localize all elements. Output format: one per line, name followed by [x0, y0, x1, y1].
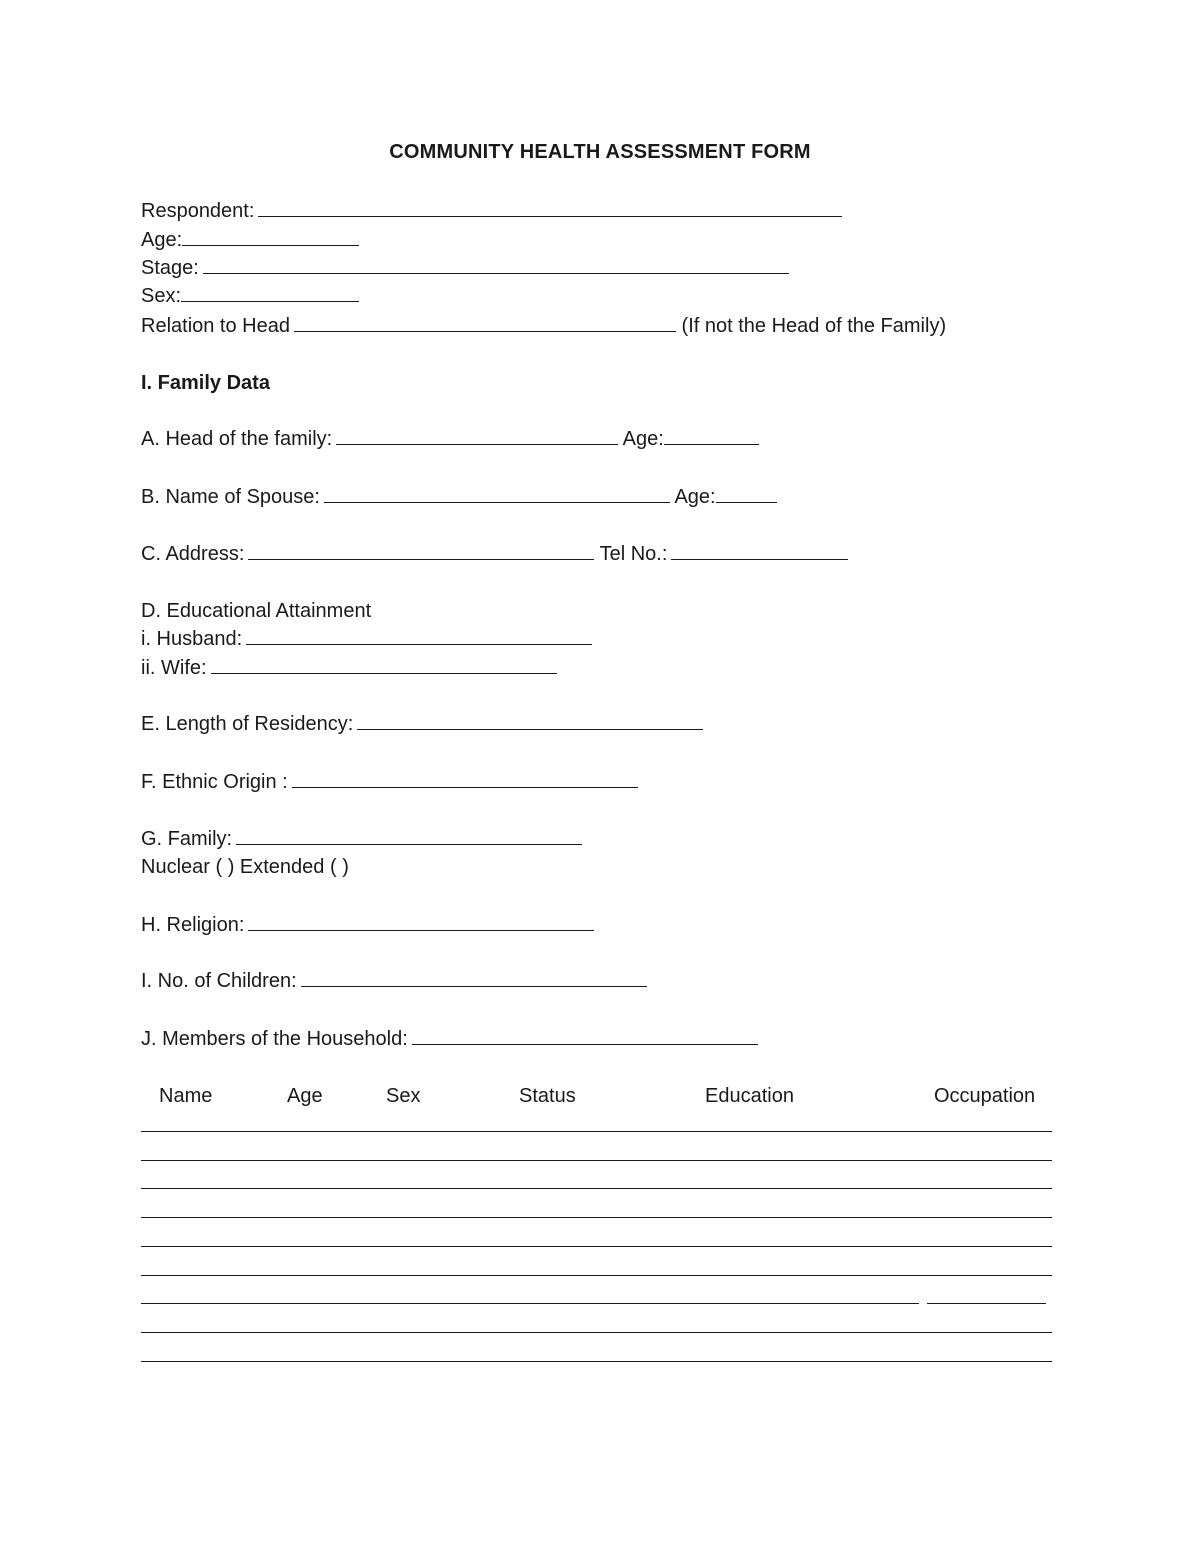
household-entry-line[interactable]: [141, 1332, 1052, 1333]
household-entry-line-end[interactable]: [927, 1303, 1046, 1304]
column-status: Status: [519, 1085, 576, 1107]
sex-label: Sex:: [141, 285, 182, 307]
column-name: Name: [159, 1085, 213, 1107]
stage-field[interactable]: [203, 255, 789, 274]
wife-label: ii. Wife:: [141, 657, 207, 679]
tel-field[interactable]: [671, 541, 848, 560]
religion-field[interactable]: [248, 912, 594, 931]
husband-row: [141, 625, 592, 653]
address-row: [141, 540, 848, 568]
husband-label: i. Husband:: [141, 628, 243, 650]
household-entry-line[interactable]: [141, 1303, 919, 1304]
spouse-label: B. Name of Spouse:: [141, 486, 320, 508]
wife-row: [141, 654, 557, 682]
ethnic-label: F. Ethnic Origin :: [141, 771, 288, 793]
husband-field[interactable]: [246, 626, 592, 645]
relation-field[interactable]: [294, 313, 676, 332]
relation-row: [141, 312, 946, 340]
spouse-field[interactable]: [324, 484, 670, 503]
residency-field[interactable]: [357, 711, 703, 730]
household-entry-line[interactable]: [141, 1217, 1052, 1218]
religion-row: [141, 911, 594, 939]
address-label: C. Address:: [141, 543, 245, 565]
spouse-age-field[interactable]: [716, 484, 777, 503]
family-label: G. Family:: [141, 828, 233, 850]
relation-note: (If not the Head of the Family): [681, 315, 947, 337]
household-entry-line[interactable]: [141, 1188, 1052, 1189]
ethnic-field[interactable]: [292, 769, 638, 788]
address-field[interactable]: [248, 541, 594, 560]
head-field[interactable]: [336, 426, 618, 445]
residency-row: [141, 710, 703, 738]
column-education: Education: [705, 1085, 794, 1107]
head-row: [141, 425, 759, 453]
stage-label: Stage:: [141, 257, 199, 279]
household-label: J. Members of the Household:: [141, 1028, 408, 1050]
section-family-data: I. Family Data: [141, 372, 270, 394]
head-age-field[interactable]: [664, 426, 759, 445]
age-label: Age:: [141, 229, 183, 251]
stage-row: [141, 254, 789, 282]
household-field[interactable]: [412, 1026, 758, 1045]
age-row: [141, 226, 359, 254]
household-entry-line[interactable]: [141, 1131, 1052, 1132]
household-entry-line[interactable]: [141, 1160, 1052, 1161]
spouse-row: [141, 483, 777, 511]
column-age: Age: [287, 1085, 323, 1107]
sex-row: [141, 282, 359, 310]
family-types: Nuclear ( ) Extended ( ): [141, 856, 349, 878]
family-field[interactable]: [236, 826, 582, 845]
household-entry-line[interactable]: [141, 1361, 1052, 1362]
respondent-row: [141, 197, 842, 225]
household-row: [141, 1025, 758, 1053]
ethnic-row: [141, 768, 638, 796]
sex-field[interactable]: [181, 283, 359, 302]
form-title: COMMUNITY HEALTH ASSESSMENT FORM: [389, 141, 811, 163]
household-entry-line[interactable]: [141, 1275, 1052, 1276]
residency-label: E. Length of Residency:: [141, 713, 354, 735]
children-row: [141, 967, 647, 995]
family-row: [141, 825, 582, 853]
head-age-label: Age:: [622, 428, 664, 450]
age-field[interactable]: [182, 227, 359, 246]
respondent-field[interactable]: [258, 198, 842, 217]
tel-label: Tel No.:: [599, 543, 668, 565]
spouse-age-label: Age:: [674, 486, 716, 508]
respondent-label: Respondent:: [141, 200, 255, 222]
children-label: I. No. of Children:: [141, 970, 297, 992]
relation-label: Relation to Head: [141, 315, 290, 337]
education-heading: D. Educational Attainment: [141, 600, 372, 622]
column-occupation: Occupation: [934, 1085, 1036, 1107]
column-sex: Sex: [386, 1085, 421, 1107]
wife-field[interactable]: [211, 655, 557, 674]
household-entry-line[interactable]: [141, 1246, 1052, 1247]
head-label: A. Head of the family:: [141, 428, 333, 450]
religion-label: H. Religion:: [141, 914, 245, 936]
children-field[interactable]: [301, 968, 647, 987]
